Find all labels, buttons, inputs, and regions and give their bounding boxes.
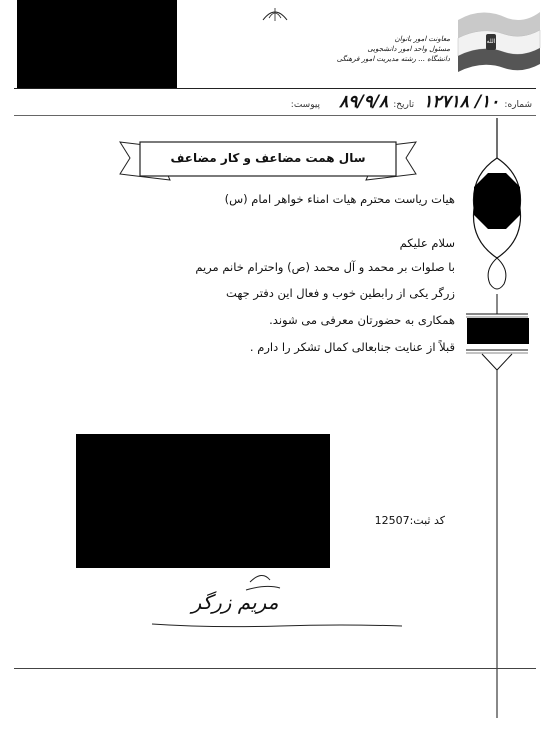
redacted-ornament-seal bbox=[474, 173, 520, 229]
banner-text: سال همت مضاعف و کار مضاعف bbox=[170, 151, 366, 165]
letter-greeting: سلام علیکم bbox=[399, 236, 455, 250]
registration-value: 12507 bbox=[374, 514, 410, 527]
header-emblem bbox=[255, 2, 295, 24]
letter-recipient: هیات ریاست محترم هیات امناء خواهر امام (س) bbox=[224, 192, 455, 206]
reference-rule bbox=[14, 115, 536, 116]
redacted-stamp-block bbox=[76, 434, 330, 568]
ministry-line-3: دانشگاه ... رشته مدیریت امور فرهنگی bbox=[336, 55, 450, 63]
letter-line-4: قبلاً از عنایت جنابعالی کمال تشکر را دارم . bbox=[249, 340, 455, 354]
registration-code bbox=[335, 514, 445, 527]
flag-emblem bbox=[452, 4, 542, 74]
letter-line-3: همکاری به حضورتان معرفی می شوند. bbox=[269, 313, 455, 327]
number-value: ۱۰/ ۱۲۷۱۸ bbox=[423, 92, 500, 112]
letter-line-2: زرگر یکی از رابطین خوب و فعال این دفتر جهت bbox=[226, 286, 455, 300]
registration-label: کد ثبت: bbox=[409, 514, 445, 527]
emblem-icon bbox=[255, 2, 295, 24]
ministry-line-1: معاونت امور بانوان bbox=[394, 35, 450, 43]
emblem-text: الله bbox=[486, 38, 496, 45]
redacted-logo-block bbox=[17, 0, 177, 88]
attachment-label: پیوست: bbox=[290, 100, 321, 110]
reference-row bbox=[140, 92, 532, 114]
signature-name: مریم زرگر bbox=[191, 590, 279, 614]
letter-line-1: با صلوات بر محمد و آل محمد (ص) واحترام خانم مریم bbox=[195, 260, 455, 274]
redacted-border-block bbox=[467, 318, 529, 344]
date-value: ۸۹/۹/۸ bbox=[339, 92, 389, 112]
footer-rule bbox=[14, 668, 536, 669]
ministry-line-2: مسئول واحد امور دانشجویی bbox=[367, 45, 450, 53]
number-label: شماره: bbox=[504, 100, 532, 110]
ministry-lines bbox=[185, 34, 450, 64]
header-rule bbox=[14, 88, 536, 89]
date-label: تاریخ: bbox=[393, 100, 415, 110]
banner-ribbon bbox=[118, 136, 418, 192]
